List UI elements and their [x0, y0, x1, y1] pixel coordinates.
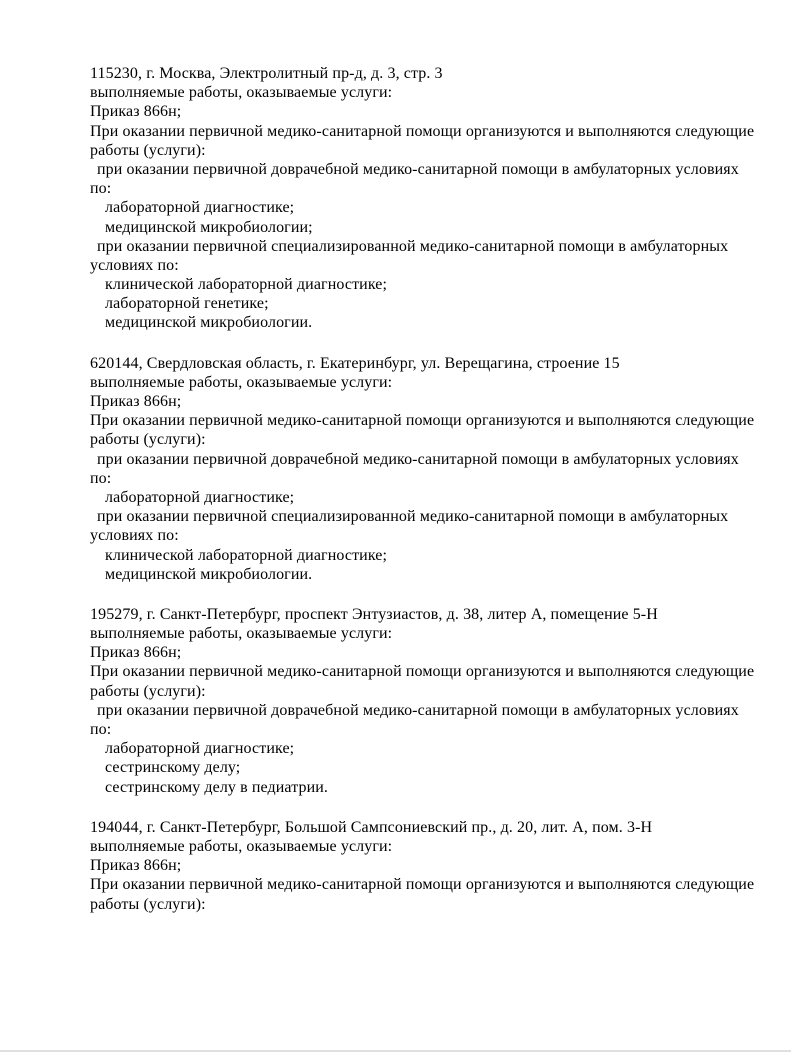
service-line: лабораторной генетике;: [105, 295, 269, 313]
service-line: выполняемые работы, оказываемые услуги:: [90, 373, 393, 391]
locations-list: [90, 64, 755, 914]
service-line: клинической лабораторной диагностике;: [105, 276, 388, 294]
service-line: при оказании первичной доврачебной медико-санитарной помощи в амбулаторных условиях: [97, 160, 739, 178]
location-block: [90, 605, 755, 797]
service-line: При оказании первичной медико-санитарной помощи организуются и выполняются следующие: [90, 876, 755, 894]
service-line: по:: [90, 180, 112, 198]
location-address: 115230, г. Москва, Электролитный пр-д, д. 3, стр. 3: [90, 65, 443, 82]
service-line: работы (услуги):: [90, 682, 206, 700]
service-line: работы (услуги):: [90, 895, 206, 913]
service-line: условиях по:: [90, 256, 179, 274]
service-line: Приказ 866н;: [90, 857, 182, 875]
service-line: Приказ 866н;: [90, 393, 182, 410]
service-line: сестринскому делу в педиатрии.: [105, 778, 329, 796]
service-line: сестринскому делу;: [105, 759, 241, 777]
location-address: 195279, г. Санкт-Петербург, проспект Энтузиастов, д. 38, литер А, помещение 5-Н: [90, 605, 658, 623]
service-line: по:: [90, 469, 112, 487]
service-line: При оказании первичной медико-санитарной помощи организуются и выполняются следующие: [90, 412, 755, 430]
service-line: при оказании первичной специализированной медико-санитарной помощи в амбулаторных: [97, 508, 729, 526]
bottom-divider: [0, 1050, 791, 1052]
service-line: по:: [90, 721, 112, 738]
service-line: клинической лабораторной диагностике;: [105, 546, 388, 564]
service-line: при оказании первичной доврачебной медико-санитарной помощи в амбулаторных условиях: [97, 450, 739, 468]
location-block: [90, 354, 755, 584]
service-line: выполняемые работы, оказываемые услуги:: [90, 84, 393, 102]
service-line: При оказании первичной медико-санитарной помощи организуются и выполняются следующие: [90, 122, 755, 140]
service-line: лабораторной диагностике;: [105, 740, 295, 758]
service-line: лабораторной диагностике;: [105, 488, 295, 506]
service-line: при оказании первичной специализированной медико-санитарной помощи в амбулаторных: [97, 237, 729, 255]
service-line: условиях по:: [90, 527, 179, 545]
service-line: медицинской микробиологии.: [105, 314, 313, 332]
service-line: лабораторной диагностике;: [105, 199, 295, 217]
service-line: при оказании первичной доврачебной медико-санитарной помощи в амбулаторных условиях: [97, 701, 739, 719]
location-block: [90, 64, 755, 333]
location-address: 194044, г. Санкт-Петербург, Большой Сампсониевский пр., д. 20, лит. А, пом. 3-Н: [90, 818, 653, 836]
location-address: 620144, Свердловская область, г. Екатеринбург, ул. Верещагина, строение 15: [90, 354, 620, 372]
location-block: [90, 818, 755, 914]
service-line: медицинской микробиологии;: [105, 218, 313, 236]
service-line: Приказ 866н;: [90, 103, 182, 121]
service-line: Приказ 866н;: [90, 644, 182, 662]
service-line: работы (услуги):: [90, 431, 206, 449]
service-line: выполняемые работы, оказываемые услуги:: [90, 625, 393, 643]
service-line: выполняемые работы, оказываемые услуги:: [90, 837, 393, 855]
service-line: При оказании первичной медико-санитарной помощи организуются и выполняются следующие: [90, 663, 755, 681]
service-line: работы (услуги):: [90, 141, 206, 159]
service-line: медицинской микробиологии.: [105, 565, 313, 583]
